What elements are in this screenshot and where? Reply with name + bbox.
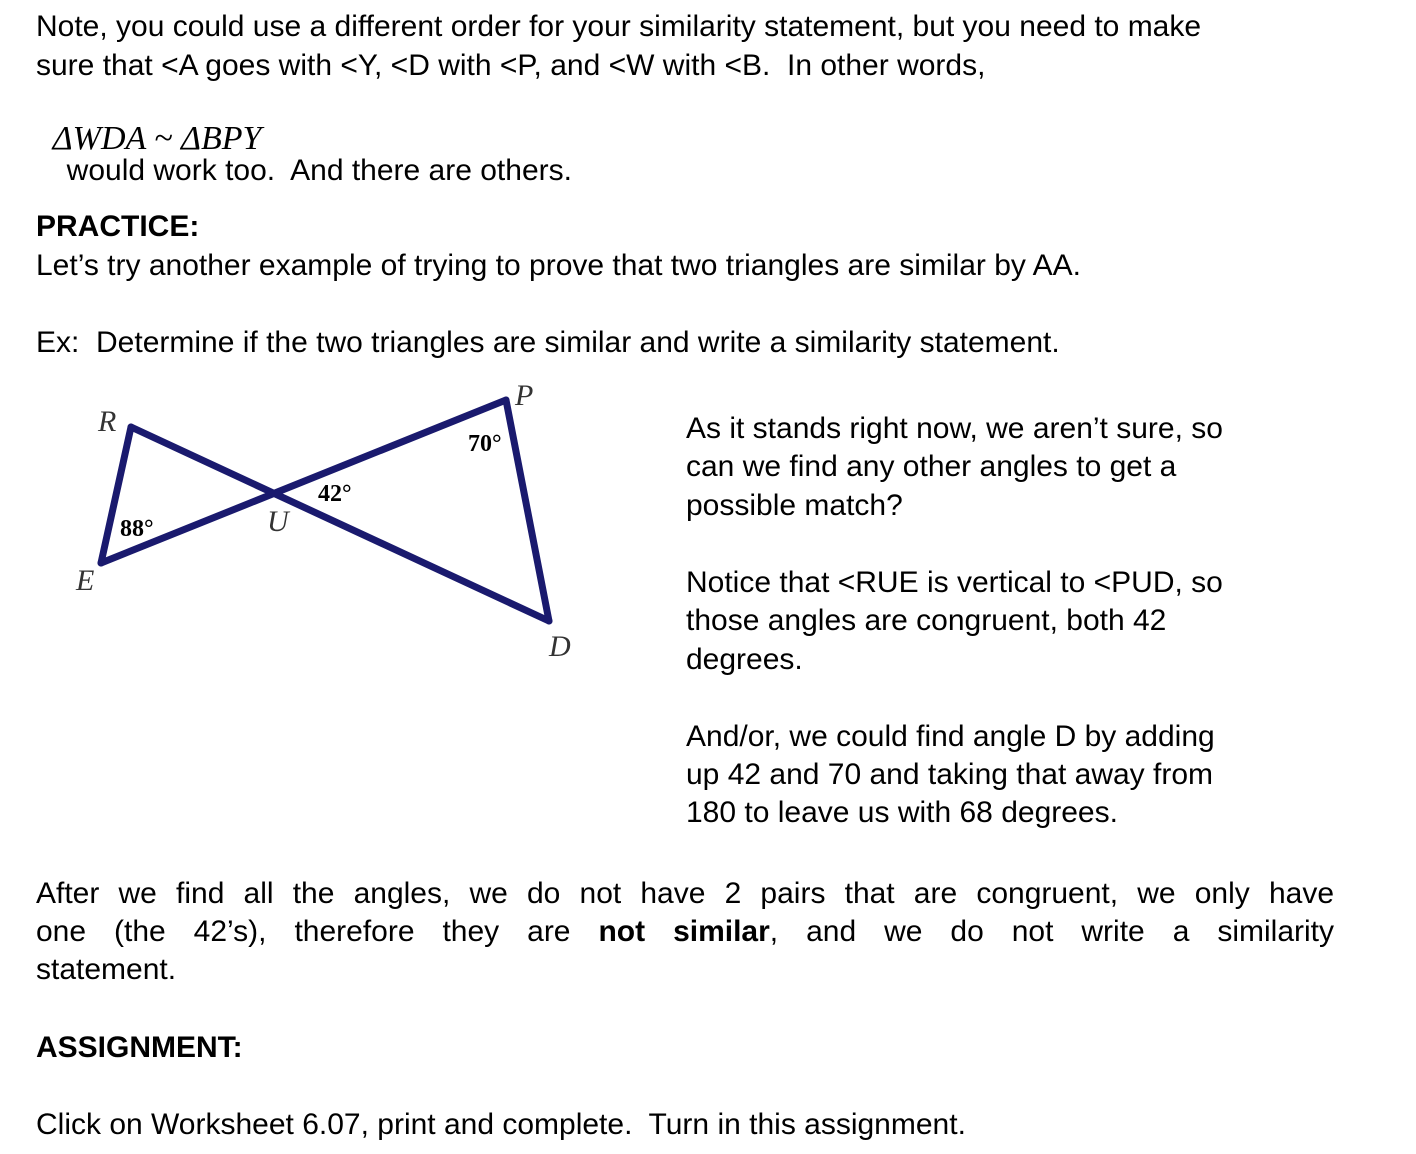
vertex-label-e: E [76, 564, 95, 597]
explanation-p2-line-2: those angles are congruent, both 42 [686, 604, 1167, 637]
explanation-p1-line-1: As it stands right now, we aren’t sure, so [686, 412, 1223, 445]
vertex-label-d: D [549, 630, 571, 663]
practice-heading: PRACTICE: [36, 210, 200, 243]
practice-line-1: Let’s try another example of trying to prove that two triangles are similar by AA. [36, 249, 1081, 282]
angle-label-e: 88° [120, 516, 154, 542]
assignment-heading: ASSIGNMENT: [36, 1031, 243, 1064]
example-prompt: Ex: Determine if the two triangles are similar and write a similarity statement. [36, 326, 1060, 359]
similarity-statement: ΔWDA ~ ΔBPY [52, 120, 262, 157]
intro-line-1: Note, you could use a different order for your similarity statement, but you need to make [36, 10, 1202, 43]
segment-re [101, 427, 131, 563]
explanation-p1-line-2: can we find any other angles to get a [686, 450, 1177, 483]
conclusion-line-3: statement. [36, 953, 177, 986]
vertex-label-p: P [515, 379, 534, 412]
explanation-p2-line-3: degrees. [686, 643, 803, 676]
explanation-p2-line-1: Notice that <RUE is vertical to <PUD, so [686, 566, 1223, 599]
intro-line-2: sure that <A goes with <Y, <D with <P, and <W with <B. In other words, [36, 49, 986, 82]
explanation-p1-line-3: possible match? [686, 489, 903, 522]
conclusion-line-2 [36, 917, 1334, 947]
conclusion-line-2-post: , and we do not write a similarity [769, 915, 1334, 948]
angle-label-u: 42° [318, 481, 352, 507]
intro-line-3-tail: would work too. And there are others. [66, 154, 572, 187]
conclusion-line-2-pre: one (the 42’s), therefore they are [36, 915, 571, 948]
vertex-label-r: R [98, 405, 117, 438]
vertex-label-u: U [267, 505, 289, 538]
explanation-p3-line-2: up 42 and 70 and taking that away from [686, 758, 1214, 791]
explanation-p3-line-1: And/or, we could find angle D by adding [686, 720, 1215, 753]
segment-ep [101, 400, 506, 563]
bowtie-triangles-figure [0, 0, 660, 680]
segment-pd [506, 400, 549, 621]
conclusion-line-1: After we find all the angles, we do not have 2 pairs that are congruent, we only have [36, 877, 1334, 910]
assignment-text: Click on Worksheet 6.07, print and complete. Turn in this assignment. [36, 1108, 966, 1141]
explanation-p3-line-3: 180 to leave us with 68 degrees. [686, 796, 1118, 829]
angle-label-p: 70° [468, 431, 502, 457]
not-similar-emphasis: not similar [598, 915, 770, 948]
